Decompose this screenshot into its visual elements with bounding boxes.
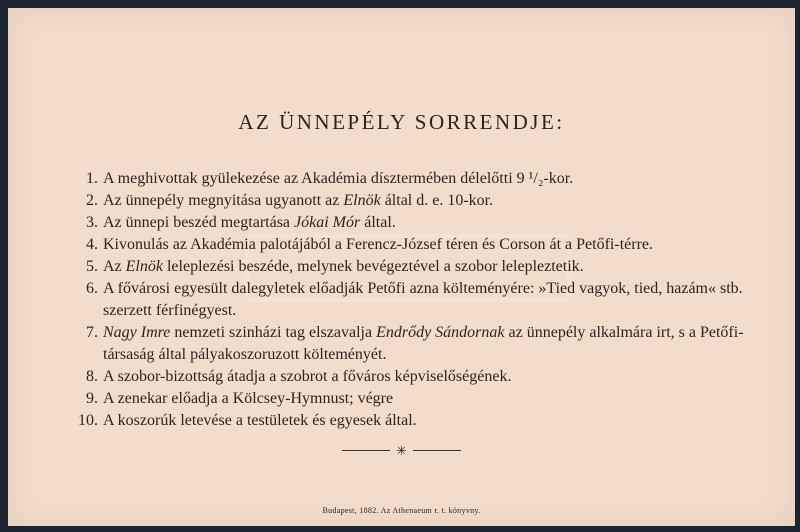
program-card xyxy=(8,8,795,526)
text-run: leleplezési beszéde, melynek bevégeztével a szobor lelepleztetik. xyxy=(162,258,584,275)
item-number: 2. xyxy=(86,192,98,209)
asterisk-icon: ✳ xyxy=(396,443,407,458)
item-text xyxy=(103,410,748,432)
italic-name: Jókai Mór xyxy=(294,214,361,231)
text-run: A koszorúk letevése a testületek és egyesek által. xyxy=(103,412,417,429)
text-run: nemzeti szinházi tag elszavalja xyxy=(170,324,377,341)
item-number: 4. xyxy=(86,236,98,253)
item-text xyxy=(103,234,748,256)
italic-name: Elnök xyxy=(343,192,381,209)
text-run: által. xyxy=(360,214,396,231)
program-item xyxy=(68,322,748,366)
divider-line xyxy=(342,450,390,451)
item-text xyxy=(103,388,748,410)
text-run: az ünnepély alkalmára irt, s a Petőfi-társaság által pályakoszoruzott költeményét. xyxy=(103,324,744,363)
program-item xyxy=(68,388,748,410)
item-text xyxy=(103,212,748,234)
item-number: 8. xyxy=(86,368,98,385)
item-number: 1. xyxy=(86,170,98,187)
item-number: 7. xyxy=(86,324,98,341)
ornament-divider xyxy=(8,444,795,457)
item-text xyxy=(103,168,748,190)
text-run: Az xyxy=(103,258,126,275)
program-list xyxy=(68,168,748,432)
text-run: A meghivottak gyülekezése az Akadémia dísztermében délelőtti 9 ¹/₂-kor. xyxy=(103,170,574,187)
item-text xyxy=(103,278,748,322)
program-item xyxy=(68,366,748,388)
item-number: 5. xyxy=(86,258,98,275)
text-run: által d. e. 10-kor. xyxy=(380,192,494,209)
item-text xyxy=(103,322,748,366)
program-item xyxy=(68,256,748,278)
program-item xyxy=(68,190,748,212)
text-run: Az ünnepély megnyitása ugyanott az xyxy=(103,192,344,209)
program-item xyxy=(68,168,748,190)
divider-line xyxy=(413,450,461,451)
imprint: Budapest, 1882. Az Athenaeum r. t. könyvny. xyxy=(322,506,481,515)
italic-name: Nagy Imre xyxy=(103,324,171,341)
item-text xyxy=(103,256,748,278)
italic-name: Endrődy Sándornak xyxy=(376,324,505,341)
item-number: 3. xyxy=(86,214,98,231)
item-number: 6. xyxy=(86,280,98,297)
text-run: Kivonulás az Akadémia palotájából a Ferencz-József téren és Corson át a Petőfi-térre. xyxy=(103,236,654,253)
text-run: A szobor-bizottság átadja a szobrot a főváros képviselőségének. xyxy=(103,368,512,385)
page-title: AZ ÜNNEPÉLY SORRENDJE: xyxy=(238,110,565,134)
italic-name: Elnök xyxy=(125,258,163,275)
item-number: 10. xyxy=(78,412,98,429)
program-item xyxy=(68,212,748,234)
item-number: 9. xyxy=(86,390,98,407)
program-item xyxy=(68,410,748,432)
text-run: A fővárosi egyesült dalegyletek előadják Petőfi azna költeményére: »Tied vagyok, tied, hazám« stb. szerzett férfinégyest. xyxy=(103,280,743,319)
program-item xyxy=(68,278,748,322)
item-text xyxy=(103,366,748,388)
item-text xyxy=(103,190,748,212)
text-run: Az ünnepi beszéd megtartása xyxy=(103,214,295,231)
program-item xyxy=(68,234,748,256)
text-run: A zenekar előadja a Kölcsey-Hymnust; végre xyxy=(103,390,394,407)
